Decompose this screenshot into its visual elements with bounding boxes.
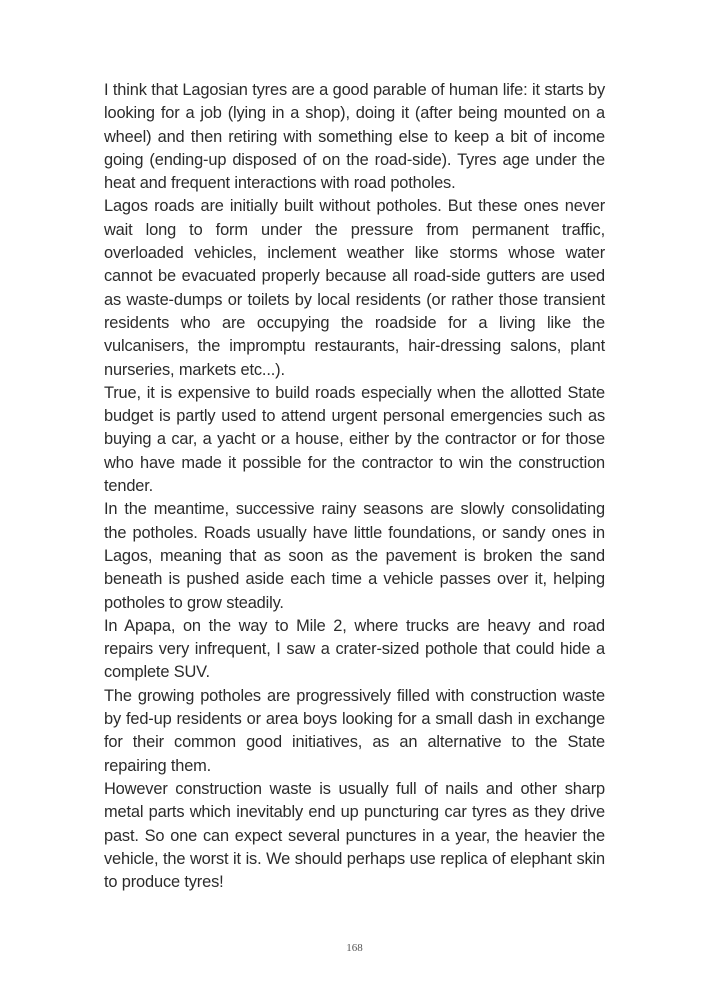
paragraph-2: Lagos roads are initially built without potholes. But these ones never wait long to form under the pressure from permanent traffic, overloaded vehicles, inclement weather like storms whose water cannot be evacuated properly because all road-side gutters are used as waste-dumps or toilets by local residents (or rather those transient residents who are occupying the roadside for a living like the vulcanisers, the impromptu restaurants, hair-dressing salons, plant nurseries, markets etc...). [104,197,605,379]
paragraph-7: However construction waste is usually full of nails and other sharp metal parts which inevitably end up puncturing car tyres as they drive past. So one can expect several punctures in a year, the heavier the vehicle, the worst it is. We should perhaps use replica of elephant skin to produce tyres! [104,779,605,892]
page-number: 168 [346,942,363,954]
paragraph-3: True, it is expensive to build roads especially when the allotted State budget is partly used to attend urgent personal emergencies such as buying a car, a yacht or a house, either by the contractor or for those who have made it possible for the contractor to win the construction tender. [104,383,605,496]
paragraph-5: In Apapa, on the way to Mile 2, where trucks are heavy and road repairs very infrequent, I saw a crater-sized pothole that could hide a complete SUV. [104,616,605,682]
paragraph-4: In the meantime, successive rainy seasons are slowly consolidating the potholes. Roads usually have little foundations, or sandy ones in Lagos, meaning that as soon as the pavement is broken the sand beneath is pushed aside each time a vehicle passes over it, helping potholes to grow steadily. [104,500,605,612]
body-text [104,79,605,894]
paragraph-1: I think that Lagosian tyres are a good parable of human life: it starts by looking for a job (lying in a shop), doing it (after being mounted on a wheel) and then retiring with something else to keep a bit of income going (ending-up disposed of on the road-side). Tyres age under the heat and frequent interactions with road potholes. [104,81,605,193]
paragraph-6: The growing potholes are progressively filled with construction waste by fed-up residents or area boys looking for a small dash in exchange for their common good initiatives, as an alternative to the State repairing them. [104,686,605,775]
